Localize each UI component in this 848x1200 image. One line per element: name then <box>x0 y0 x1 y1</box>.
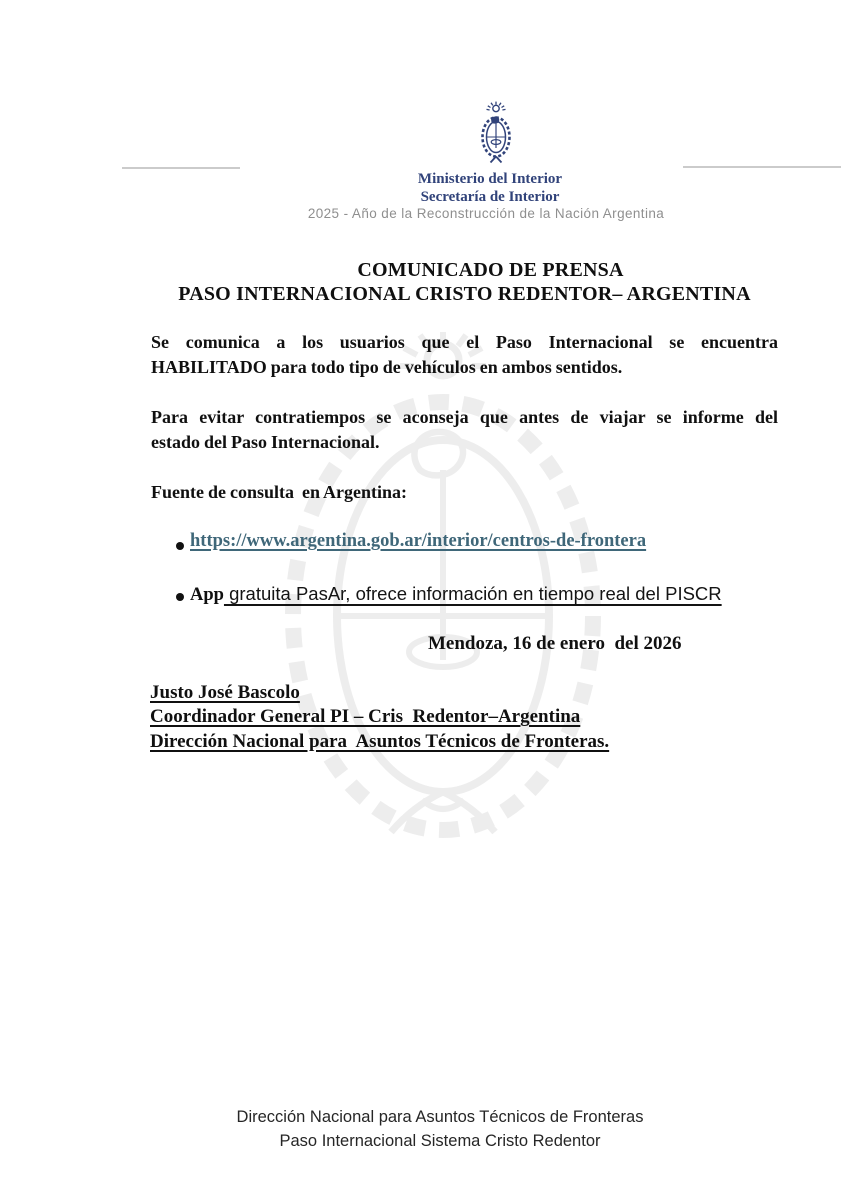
argentina-coat-of-arms-icon <box>472 100 520 168</box>
footer-line2: Paso Internacional Sistema Cristo Redentor <box>279 1131 601 1150</box>
paragraph-line: Se comunica a los usuarios que el Paso Internacional se encuentra <box>151 332 778 352</box>
paragraph-line: estado del Paso Internacional. <box>151 432 380 453</box>
bullet-item-app <box>190 583 722 606</box>
signature-block <box>150 681 609 754</box>
paragraph-advice <box>151 405 778 456</box>
paragraph-line: HABILITADO para todo tipo de vehículos en ambos sentidos. <box>151 357 623 378</box>
footer-line1: Dirección Nacional para Asuntos Técnicos de Fronteras <box>236 1108 644 1126</box>
bullet-dot <box>176 542 184 550</box>
year-legend: 2025 - Año de la Reconstrucción de la Nación Argentina <box>307 206 665 221</box>
signer-role: Coordinador General PI – Cris Redentor–Argentina <box>150 706 581 728</box>
paragraph-status <box>151 330 778 381</box>
header-rule-left <box>122 167 240 169</box>
secretariat-name: Secretaría de Interior <box>420 189 560 205</box>
ministry-letterhead <box>418 170 562 206</box>
app-label: App <box>190 585 224 605</box>
document-title-line2: PASO INTERNACIONAL CRISTO REDENTOR– ARGENTINA <box>178 283 751 305</box>
app-description: gratuita PasAr, ofrece información en tiempo real del PISCR <box>223 583 722 604</box>
bullet-dot <box>176 593 184 601</box>
dateline: Mendoza, 16 de enero del 2026 <box>428 633 682 654</box>
document-title-line1: COMUNICADO DE PRENSA <box>357 259 624 281</box>
page-footer <box>32 1106 848 1153</box>
ministry-name: Ministerio del Interior <box>417 171 563 187</box>
signer-office: Dirección Nacional para Asuntos Técnicos de Fronteras. <box>150 730 610 752</box>
header-rule-right <box>683 166 841 168</box>
signer-name: Justo José Bascolo <box>150 682 300 703</box>
frontier-centers-link[interactable]: https://www.argentina.gob.ar/interior/centros-de-frontera <box>190 531 647 551</box>
bullet-item-link <box>190 531 646 552</box>
paragraph-line: Para evitar contratiempos se aconseja que antes de viajar se informe del <box>151 407 778 427</box>
sources-heading: Fuente de consulta en Argentina: <box>151 482 407 502</box>
